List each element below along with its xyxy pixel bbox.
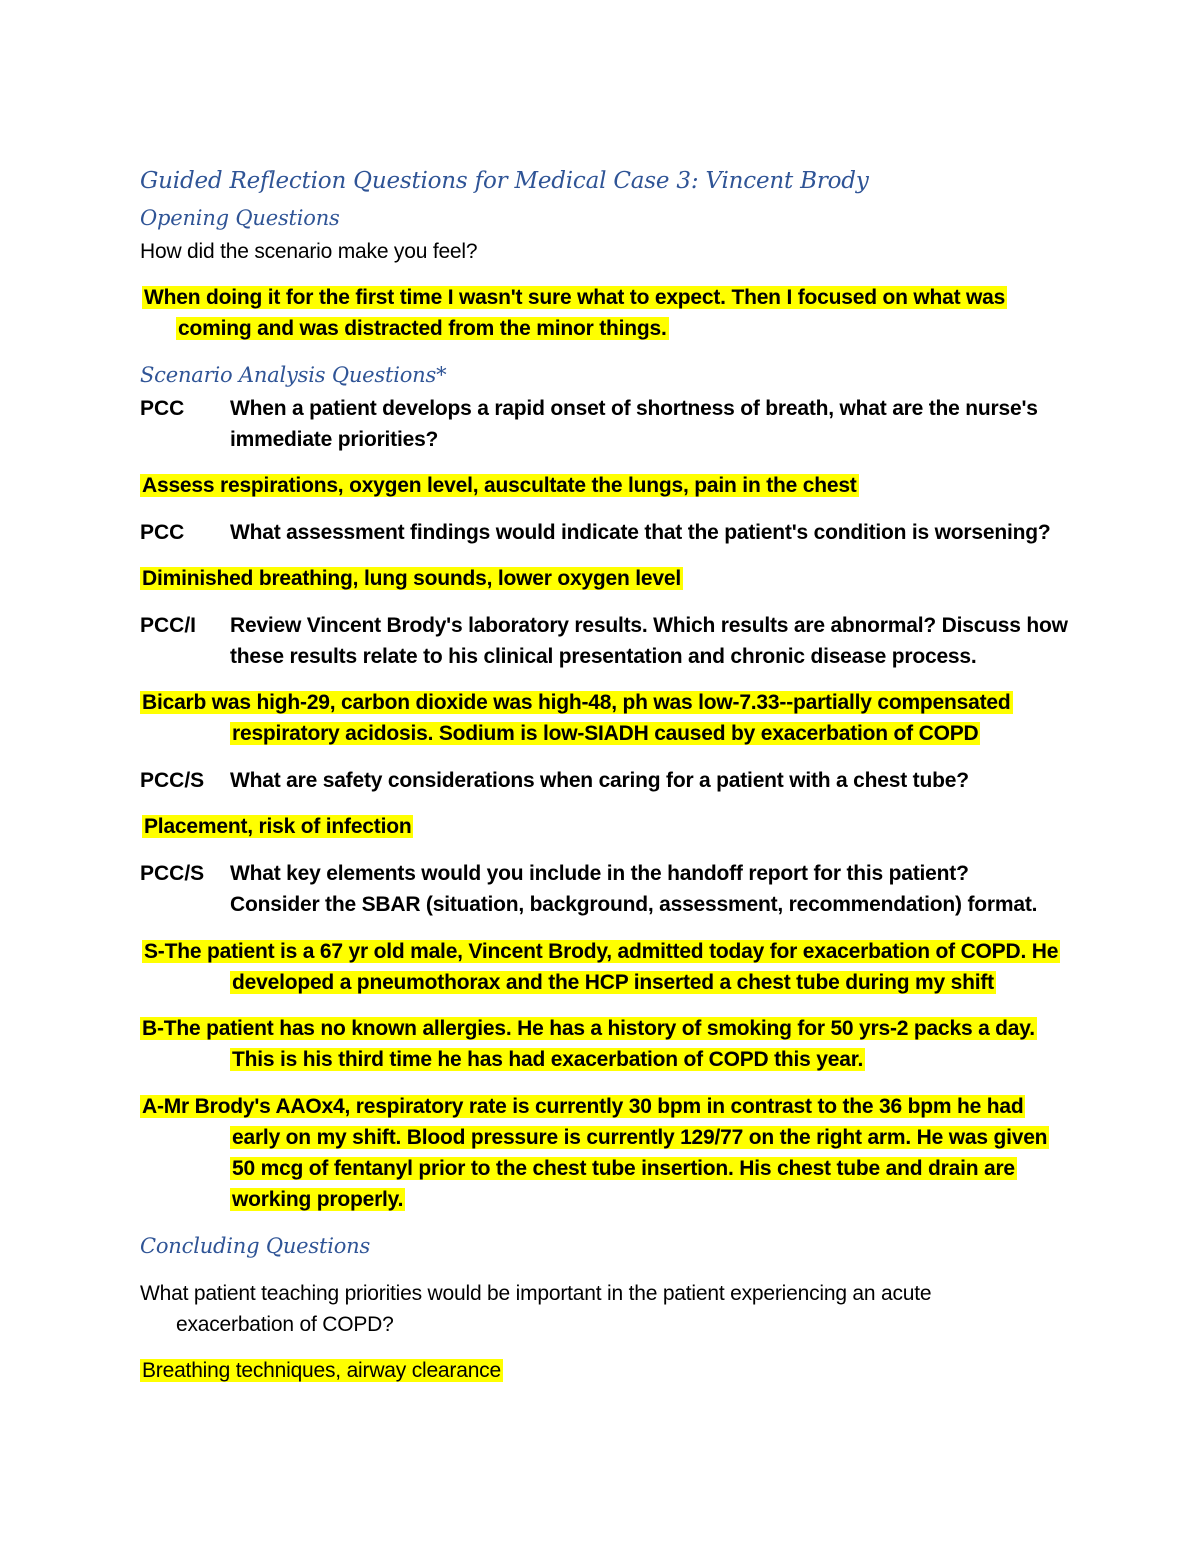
sbar-situation-line: S-The patient is a 67 yr old male, Vincent Brody, admitted today for exacerbation of COPD. He	[144, 940, 1059, 963]
sbar-assessment-line: early on my shift. Blood pressure is currently 129/77 on the right arm. He was given	[232, 1126, 1048, 1149]
sbar-situation-line: developed a pneumothorax and the HCP inserted a chest tube during my shift	[232, 971, 994, 994]
question-text-line: What are safety considerations when caring for a patient with a chest tube?	[230, 769, 969, 792]
opening-answer-line-2: coming and was distracted from the minor things.	[178, 317, 667, 340]
opening-question: How did the scenario make you feel?	[140, 240, 478, 263]
concluding-heading: Concluding Questions	[140, 1234, 371, 1258]
question-text-line: What assessment findings would indicate that the patient's condition is worsening?	[230, 521, 1051, 544]
opening-heading: Opening Questions	[140, 206, 340, 230]
question-text-line: Consider the SBAR (situation, background, assessment, recommendation) format.	[230, 893, 1038, 916]
question-label: PCC/S	[140, 862, 205, 885]
question-text-line: these results relate to his clinical presentation and chronic disease process.	[230, 645, 977, 668]
sbar-assessment-line: A-Mr Brody's AAOx4, respiratory rate is currently 30 bpm in contrast to the 36 bpm he had	[142, 1095, 1024, 1118]
answer-line: respiratory acidosis. Sodium is low-SIADH caused by exacerbation of COPD	[232, 722, 979, 745]
concluding-question-line: What patient teaching priorities would be important in the patient experiencing an acute	[140, 1282, 932, 1305]
question-text-line: When a patient develops a rapid onset of shortness of breath, what are the nurse's	[230, 397, 1038, 420]
question-text-line: immediate priorities?	[230, 428, 439, 451]
document-title: Guided Reflection Questions for Medical Case 3: Vincent Brody	[140, 168, 869, 194]
sbar-assessment-line: working properly.	[232, 1188, 404, 1211]
answer-line: Placement, risk of infection	[144, 815, 412, 838]
question-label: PCC	[140, 521, 185, 544]
sbar-background-line: This is his third time he has had exacerbation of COPD this year.	[232, 1048, 864, 1071]
answer-line: Bicarb was high-29, carbon dioxide was high-48, ph was low-7.33--partially compensated	[142, 691, 1011, 714]
sbar-assessment-line: 50 mcg of fentanyl prior to the chest tube insertion. His chest tube and drain are	[232, 1157, 1015, 1180]
question-text-line: What key elements would you include in the handoff report for this patient?	[230, 862, 969, 885]
question-text-line: Review Vincent Brody's laboratory results. Which results are abnormal? Discuss how	[230, 614, 1068, 637]
question-label: PCC/S	[140, 769, 205, 792]
concluding-answer: Breathing techniques, airway clearance	[142, 1359, 501, 1382]
question-label: PCC	[140, 397, 185, 420]
concluding-question-line: exacerbation of COPD?	[176, 1313, 394, 1336]
opening-answer-line-1: When doing it for the first time I wasn't sure what to expect. Then I focused on what was	[144, 286, 1006, 309]
answer-line: Diminished breathing, lung sounds, lower oxygen level	[142, 567, 681, 590]
analysis-heading: Scenario Analysis Questions*	[140, 363, 447, 387]
answer-line: Assess respirations, oxygen level, auscultate the lungs, pain in the chest	[142, 474, 857, 497]
sbar-background-line: B-The patient has no known allergies. He has a history of smoking for 50 yrs-2 packs a day.	[142, 1017, 1035, 1040]
question-label: PCC/I	[140, 614, 197, 637]
